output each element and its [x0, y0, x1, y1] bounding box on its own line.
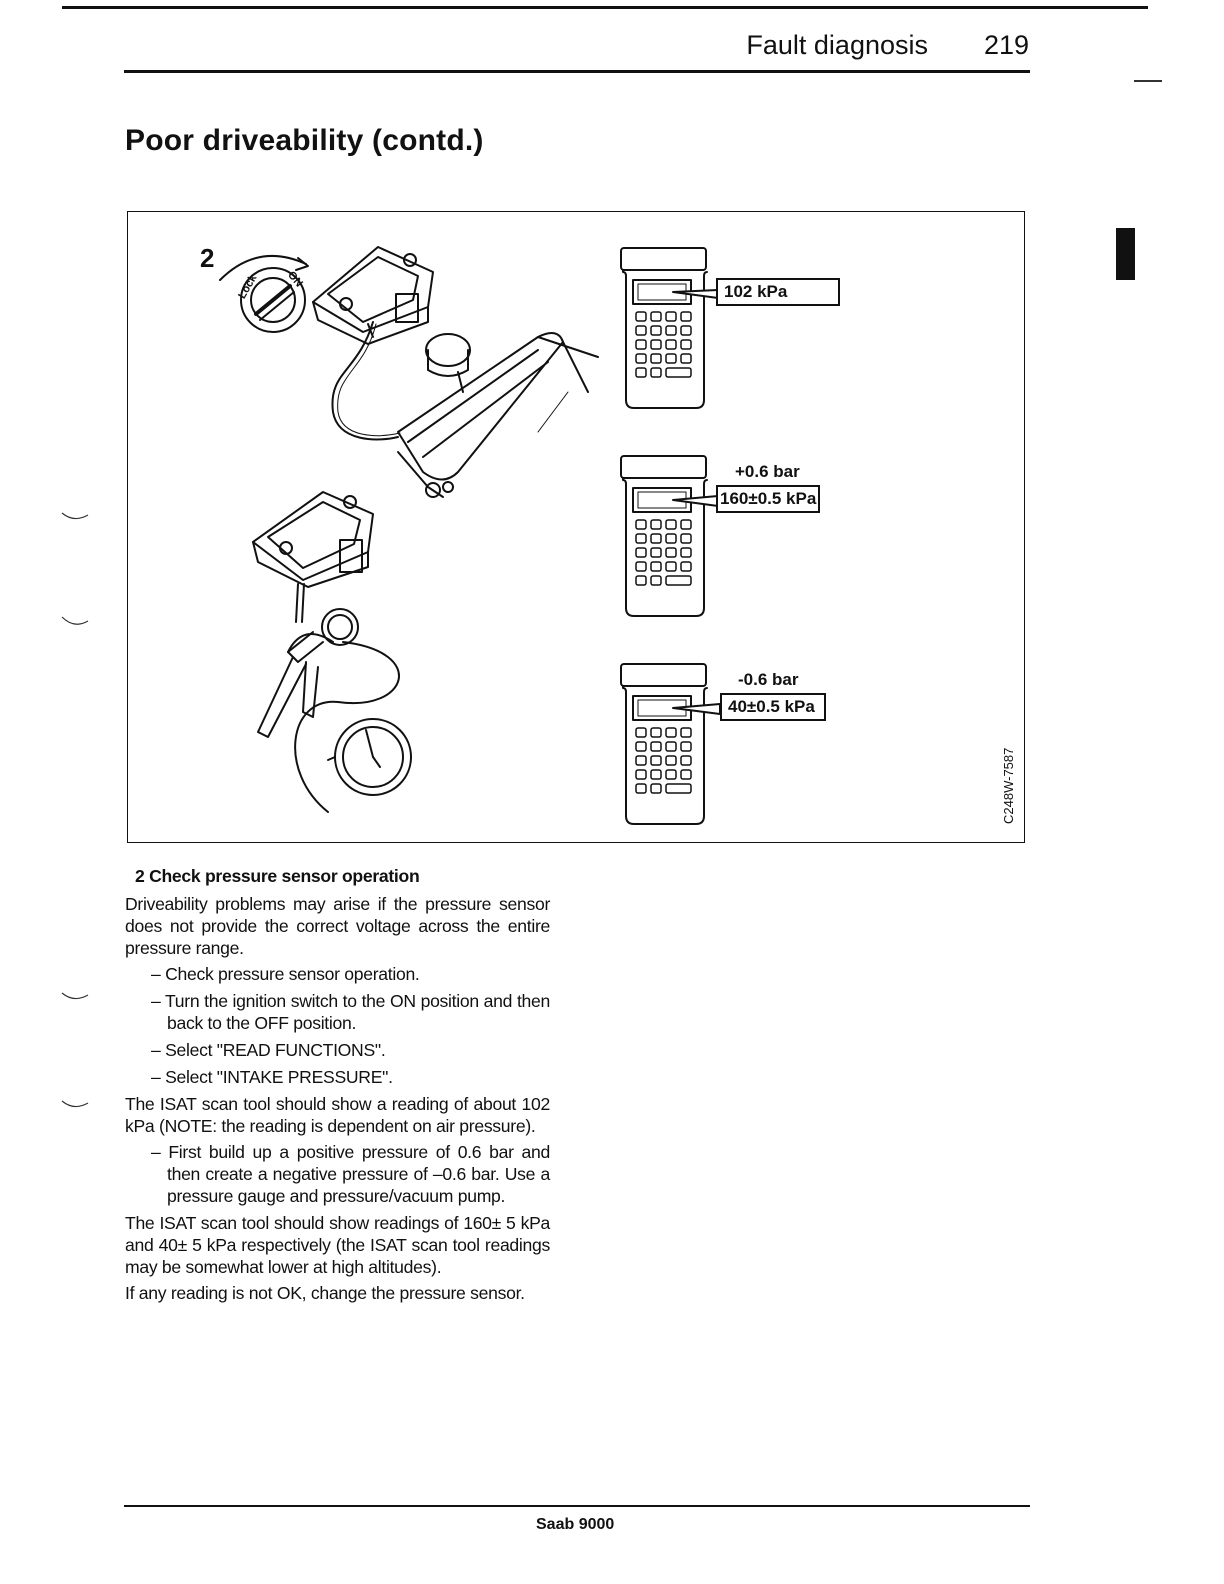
intake-manifold-icon [398, 333, 598, 497]
step-item: – Select "INTAKE PRESSURE". [151, 1067, 393, 1087]
step-item: – Select "READ FUNCTIONS". [151, 1040, 386, 1060]
readings-paragraph: The ISAT scan tool should show readings of 160± 5 kPa and 40± 5 kPa respectively (the ISAT scan tool readings may be somewhat lower at high altitudes). [125, 1213, 550, 1277]
reading-3-bar: -0.6 bar [738, 670, 799, 689]
step-item: – First build up a positive pressure of 0.6 bar and then create a negative pressure of –0.6 bar. Use a pressure gauge and pressure/vacuum pump. [151, 1142, 550, 1206]
reading-paragraph: The ISAT scan tool should show a reading of about 102 kPa (NOTE: the reading is dependent on air pressure). [125, 1094, 550, 1136]
ignition-switch-icon [220, 256, 308, 332]
reading-2-bar: +0.6 bar [735, 462, 800, 481]
top-rule [62, 6, 1148, 9]
pressure-sensor-lower-icon [253, 492, 373, 587]
reading-1-kpa: 102 kPa [716, 278, 840, 306]
figure-illustration [128, 212, 1026, 844]
header-title: Fault diagnosis [746, 30, 928, 60]
scan-tool-2-icon [621, 456, 718, 616]
body-text [125, 865, 550, 1308]
scan-tool-3-icon [621, 664, 720, 824]
intro-paragraph: Driveability problems may arise if the pressure sensor does not provide the correct voltage across the entire pressure range. [125, 894, 550, 958]
footer-text: Saab 9000 [536, 1516, 615, 1533]
scan-tool-1-icon [621, 248, 718, 408]
figure-step-number: 2 [200, 243, 215, 273]
step-item: – Turn the ignition switch to the ON position and then back to the OFF position. [151, 991, 550, 1033]
dial-lock-label: Lock [236, 272, 260, 301]
step-item: – Check pressure sensor operation. [151, 964, 420, 984]
binder-marks [58, 505, 98, 1145]
figure-box [127, 211, 1025, 843]
header-rule [124, 70, 1030, 73]
footer-rule [124, 1505, 1030, 1507]
figure-code: C248W-7587 [1001, 747, 1016, 824]
page-number: 219 [984, 30, 1030, 60]
reading-2-kpa: 160±0.5 kPa [716, 485, 820, 513]
step-heading: 2 Check pressure sensor operation [135, 866, 420, 886]
vacuum-pump-icon [258, 609, 358, 737]
pressure-gauge-icon [328, 719, 411, 795]
section-title: Poor driveability (contd.) [125, 124, 484, 157]
reading-3-kpa: 40±0.5 kPa [720, 693, 826, 721]
final-paragraph: If any reading is not OK, change the pressure sensor. [125, 1283, 525, 1303]
margin-dash [1134, 80, 1162, 82]
thumb-tab-marker [1116, 228, 1135, 280]
dial-on-label: ON [285, 269, 305, 290]
pressure-sensor-upper-icon [313, 247, 433, 344]
